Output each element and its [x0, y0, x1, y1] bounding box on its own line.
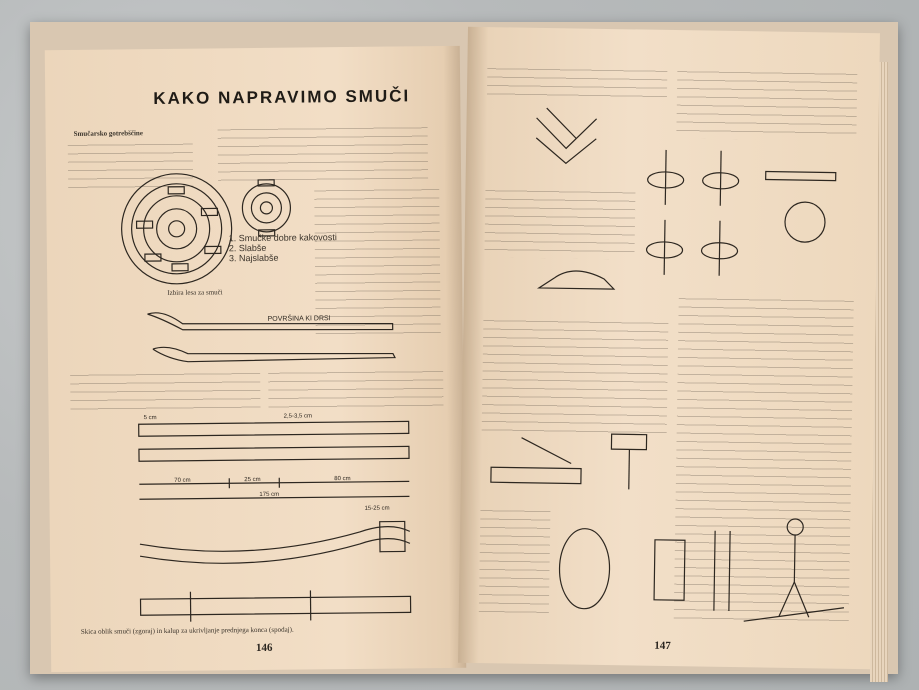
wood-label-2: 2. Slabše	[228, 242, 267, 254]
ski-dimension-drawing	[119, 411, 420, 514]
ski-bending-mold-figure	[130, 501, 431, 624]
text-block-top-right	[676, 68, 857, 141]
wood-label-3: 3. Najslabše	[228, 252, 279, 264]
dim-25: 25 cm	[244, 476, 261, 484]
text-block-mid-left	[70, 370, 260, 410]
dim-175: 175 cm	[259, 491, 280, 498]
figure-caption: Skica oblik smuči (zgoraj) in kalup za ukrivljanje prednjega konca (spodaj).	[80, 625, 294, 636]
text-block-mid-right	[268, 368, 443, 408]
wood-caption: Izbira lesa za smuči	[167, 288, 223, 297]
dim-70: 70 cm	[174, 477, 191, 484]
text-block-top-left	[487, 65, 668, 102]
ski-iron-figure	[534, 258, 625, 299]
dim-width: 2,5-3,5 cm	[283, 413, 312, 420]
right-page	[458, 27, 880, 669]
dim-80: 80 cm	[334, 476, 351, 483]
text-block-bottom-left	[479, 507, 551, 618]
section-subtitle: Smučarsko gotrebščine	[73, 129, 143, 138]
page-number-left: 146	[255, 641, 273, 655]
wood-quality-legend	[229, 232, 337, 263]
page-number-right: 147	[654, 639, 671, 653]
left-page	[45, 46, 466, 672]
ski-surface-label: POVRŠINA KI DRSI	[267, 315, 331, 323]
article-title: KAKO NAPRAVIMO SMUČI	[153, 86, 411, 109]
ski-pole-rings-figure	[644, 150, 856, 283]
wood-label-1: 1. Smučke dobre kakovosti	[228, 232, 337, 244]
text-block-lower-left	[482, 317, 669, 440]
ski-profile-figure	[142, 301, 403, 374]
skier-illustration-figure	[554, 508, 856, 633]
text-block-mid-left	[484, 187, 635, 259]
ski-repair-tools-figure	[481, 427, 682, 500]
dim-15-25: 15-25 cm	[364, 505, 390, 512]
dim-5cm: 5 cm	[143, 415, 157, 422]
ski-binding-frame-figure	[526, 108, 607, 169]
